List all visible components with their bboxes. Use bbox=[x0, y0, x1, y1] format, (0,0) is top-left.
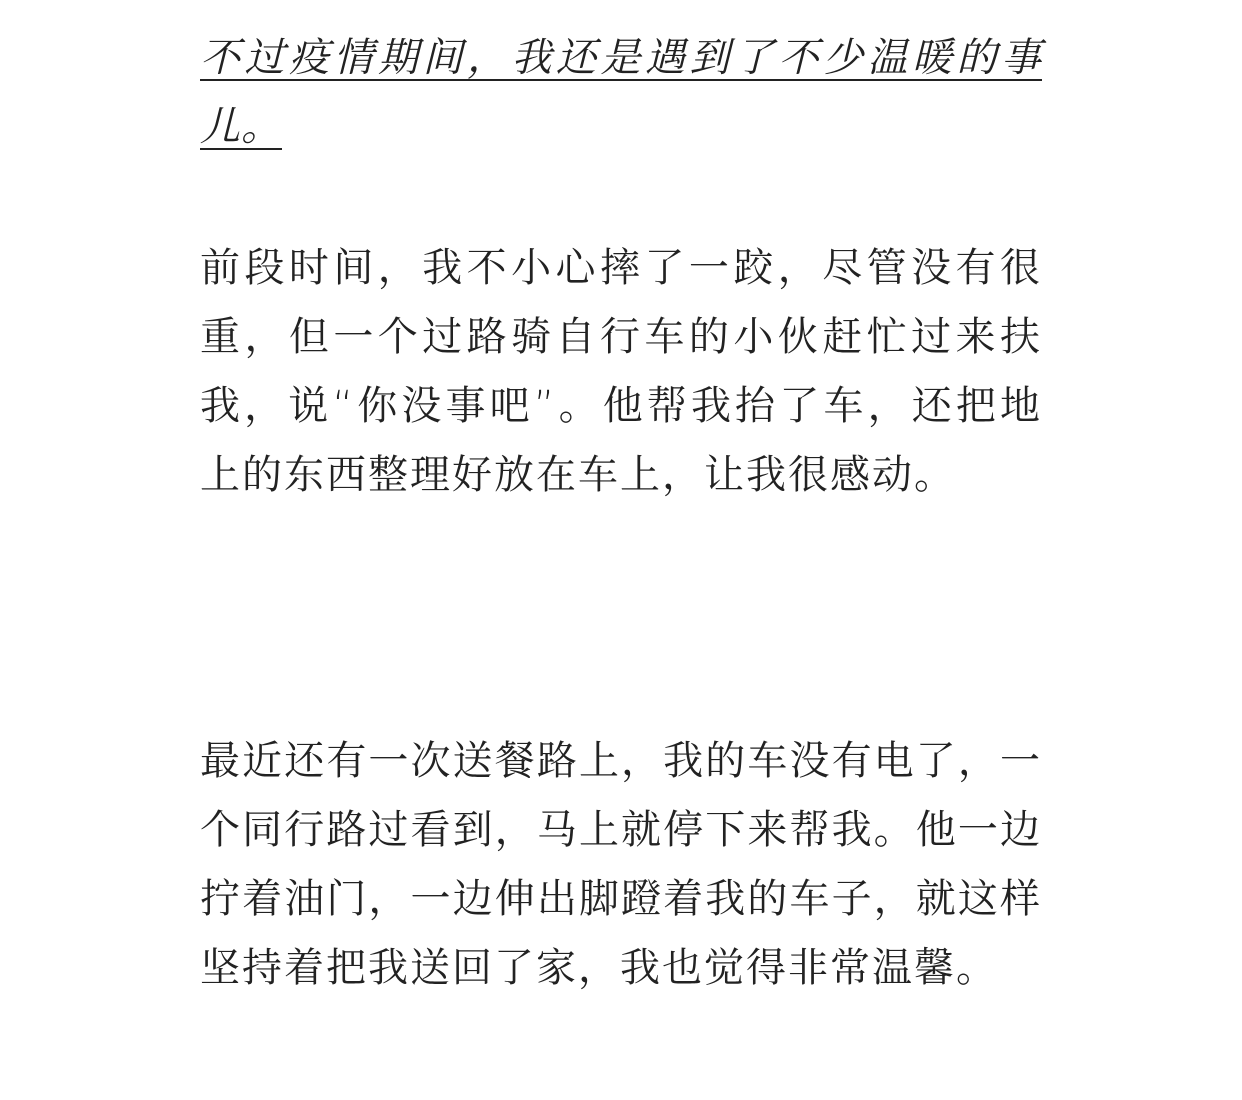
intro-paragraph bbox=[200, 24, 1042, 162]
intro-block bbox=[200, 24, 1042, 162]
story-block-2 bbox=[200, 727, 1042, 1003]
paragraph-delivery: 最近还有一次送餐路上，我的车没有电了，一个同行路过看到，马上就停下来帮我。他一边拧着油门，一边伸出脚蹬着我的车子，就这样坚持着把我送回了家，我也觉得非常温馨。 bbox=[200, 738, 1042, 991]
paragraph-fall: 前段时间，我不小心摔了一跤，尽管没有很重，但一个过路骑自行车的小伙赶忙过来扶我，说“你没事吧”。他帮我抬了车，还把地上的东西整理好放在车上，让我很感动。 bbox=[200, 245, 1042, 498]
story-block-1 bbox=[200, 234, 1042, 510]
intro-underlined-text: 不过疫情期间，我还是遇到了不少温暖的事儿。 bbox=[200, 35, 1042, 150]
